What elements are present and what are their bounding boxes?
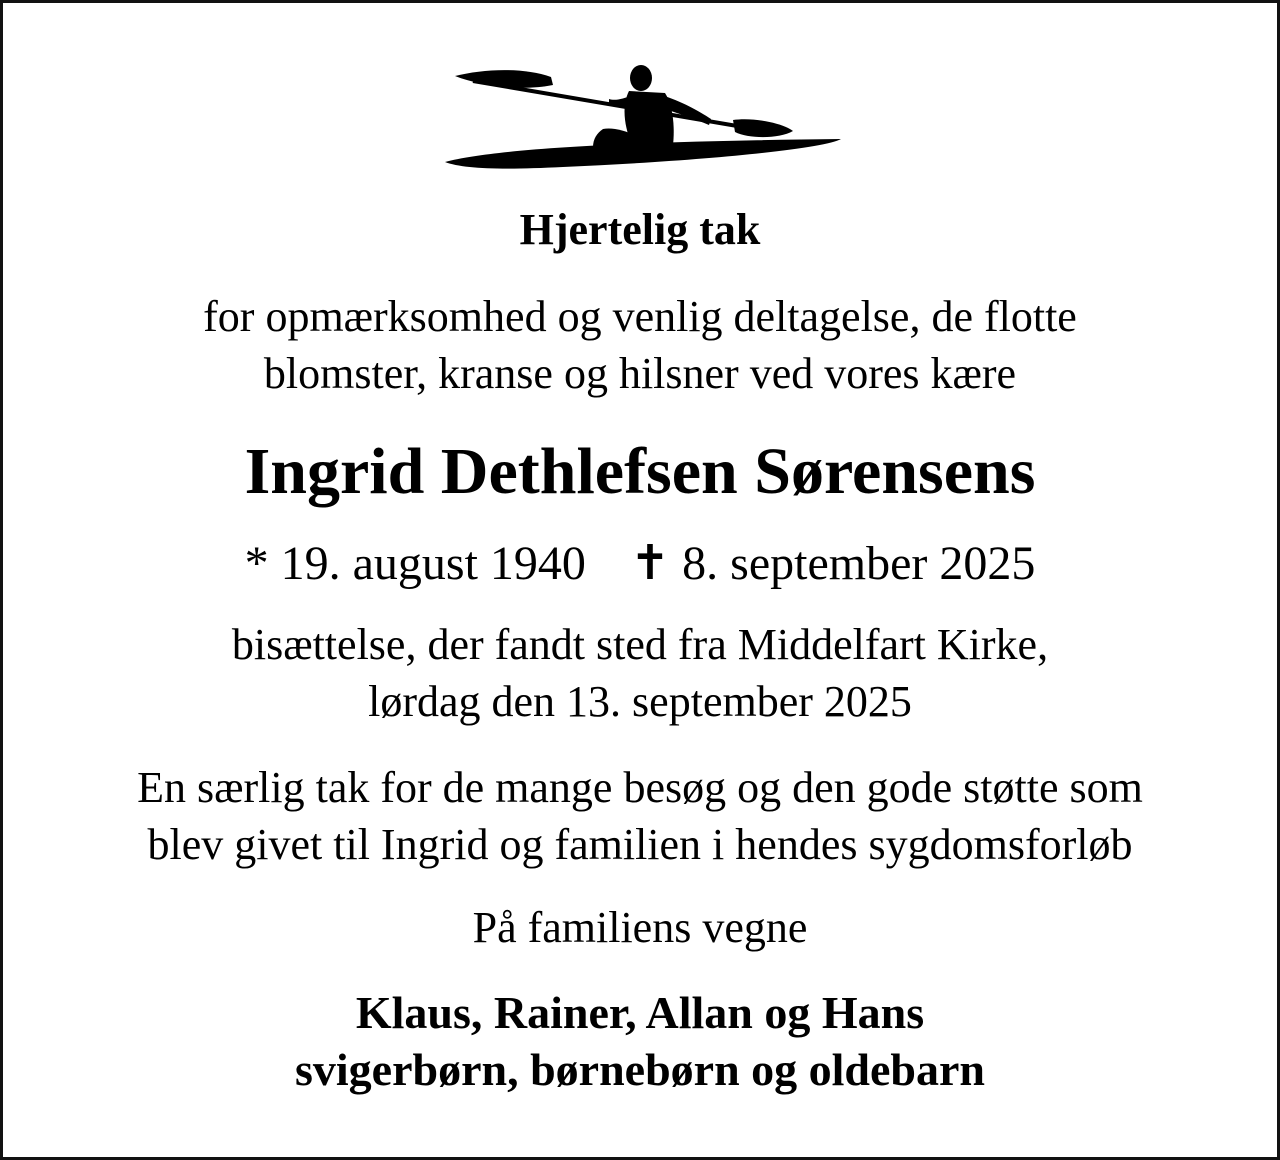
deceased-name: Ingrid Dethlefsen Sørensens bbox=[244, 435, 1036, 508]
birth-date: * 19. august 1940 bbox=[244, 537, 586, 590]
intro-line-2: blomster, kranse og hilsner ved vores kære bbox=[263, 349, 1017, 398]
intro-line-1: for opmærksomhed og venlig deltagelse, de flotte bbox=[203, 292, 1077, 341]
thank-you-heading: Hjertelig tak bbox=[519, 205, 761, 254]
signature-line-1: Klaus, Rainer, Allan og Hans bbox=[355, 987, 925, 1038]
life-dates bbox=[3, 537, 1277, 590]
signature-line-2: svigerbørn, børnebørn og oldebarn bbox=[294, 1044, 986, 1095]
special-thanks-line-2: blev givet til Ingrid og familien i hendes sygdomsforløb bbox=[147, 820, 1133, 869]
service-line-2: lørdag den 13. september 2025 bbox=[368, 677, 912, 726]
special-thanks-line-1: En særlig tak for de mange besøg og den gode støtte som bbox=[137, 763, 1143, 812]
death-date: ✝ 8. september 2025 bbox=[629, 537, 1036, 590]
service-line-1: bisættelse, der fandt sted fra Middelfart Kirke, bbox=[231, 620, 1049, 669]
kayaker-silhouette-icon bbox=[443, 61, 845, 173]
closing-line: På familiens vegne bbox=[472, 903, 808, 952]
